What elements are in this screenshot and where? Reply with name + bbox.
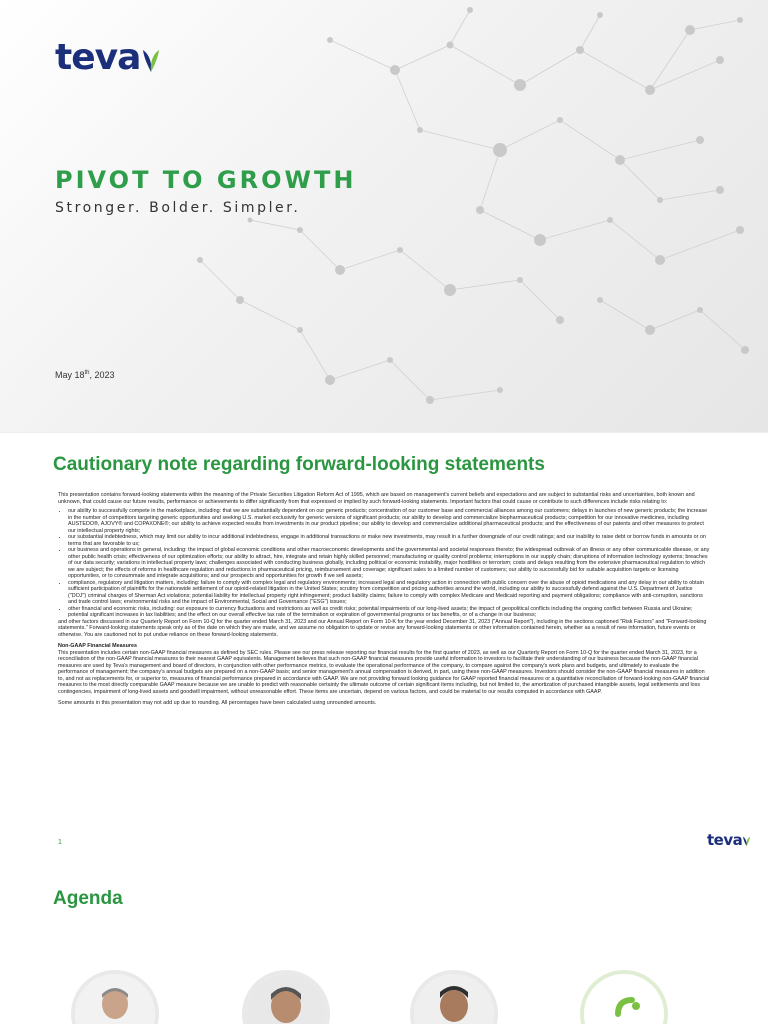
nongaap-text: This presentation includes certain non-GAAP financial measures as defined by SEC rules. Please see our press release reporting our financial results for the first quarter of 2023, as well as our Quarterly Report on Form 10-Q for the quarter ended March 31, 2023, for a reconciliation of the non-GAAP financial measures to their nearest GAAP equivalents. Management believes that such non-GAAP financial measures provide useful information to investors to facilitate their understanding of our business because the non-GAAP financial measures are used by Teva's management and board of directors, in conjunction with other performance metrics, to evaluate the operational performance of the company, to compare against the company's work plans and budgets, and ultimately to evaluate the performance of management; the company's annual budgets are prepared on a non-GAAP basis; and senior management's annual compensation is derived, in part, using these non-GAAP measures. Investors should consider the non-GAAP financial measures in addition to, and not as replacements for, or superior to, measures of financial performance prepared in accordance with GAAP. We are not providing forward looking guidance for GAAP reported financial measures or a quantitative reconciliation of forward-looking non-GAAP financial measures to the most directly comparable GAAP measure because we are unable to predict with reasonable certainty the ultimate outcome of certain significant items including, but not limited to, the amortization of purchased intangible assets, legal settlements and loss contingencies, impairment of long-lived assets and goodwill impairment, without unreasonable effort. These items are uncertain, depend on various factors, and could be material to our results computed in accordance with GAAP. (58, 649, 710, 695)
risk-item: • our ability to successfully compete in the marketplace, including: that we are substantially dependent on our generic products; concentration of our customer base and commercial alliances among our customers; delays in launches of new generic products; the increase in the number of competitors targeting generic opportunities and seeking U.S. market exclusivity for generic versions of significant products; our ability to develop and commercialize biopharmaceutical products; competition for our innovative medicines, including AUSTEDO®, AJOVY® and COPAXONE®; our ability to achieve expected results from investments in our product pipeline; our ability to develop and commercialize additional pharmaceutical products; and the effectiveness of our patents and other measures to protect our intellectual property rights; (68, 508, 710, 534)
cautionary-after-list: and other factors discussed in our Quarterly Report on Form 10-Q for the quarter ended March 31, 2023 and our Annual Report on Form 10-K for the year ended December 31, 2023 ("Annual Report"), including in the sections captioned "Risk Factors" and "Forward-looking statements." Forward-looking statements speak only as of the date on which they are made, and we assume no obligation to update or revise any forward-looking statements or other information contained herein, whether as a result of new information, future events or otherwise. You are cautioned not to put undue reliance on these forward-looking statements. (58, 618, 707, 638)
speaker-photo (242, 970, 330, 1024)
teva-logo-text: teva (55, 37, 141, 78)
teva-symbol-circle (580, 970, 668, 1024)
page-subtitle: Stronger. Bolder. Simpler. (55, 200, 301, 216)
agenda-slide (0, 852, 768, 1024)
risk-item: • our substantial indebtedness, which may limit our ability to incur additional indebtedness, engage in additional transactions or make new investments, may result in a further downgrade of our credit ratings; and our inability to raise debt or borrow funds in amounts or on terms that are favorable to us; (68, 534, 710, 547)
teva-leaf-icon (742, 834, 751, 847)
rounding-note: Some amounts in this presentation may not add up due to rounding. All percentages have been calculated using unrounded amounts. (58, 700, 377, 706)
cover-slide (0, 0, 768, 432)
teva-logo (55, 37, 161, 78)
risk-list (58, 508, 710, 619)
speaker-photo (410, 970, 498, 1024)
person-portrait-icon (75, 974, 155, 1024)
risk-item: • compliance, regulatory and litigation matters, including: failure to comply with complex legal and regulatory environments; increased legal and regulatory action in connection with public concern over the abuse of opioid medications and any delay in our ability to obtain sufficient participation of plaintiffs for the nationwide settlement of our opioid-related litigation in the United States; scrutiny from competition and pricing authorities around the world, including our ability to successfully defend against the U.S. Department of Justice ("DOJ") criminal charges of Sherman Act violations; potential liability for intellectual property right infringement; product liability claims; failure to comply with complex Medicare and Medicaid reporting and payment obligations; compliance with anti-corruption, sanctions and trade control laws; environmental risks and the impact of Environmental, Social and Governance ("ESG") issues; (68, 580, 710, 606)
teva-logo-small (707, 833, 751, 848)
risk-item: • other financial and economic risks, including: our exposure to currency fluctuations and restrictions as well as credit risks; potential impairments of our long-lived assets; the impact of geopolitical conflicts including the ongoing conflict between Russia and Ukraine; potential significant increases in tax liabilities; and the effect on our overall effective tax rate of the termination or expiration of governmental programs or tax benefits, or of a change in our business; (68, 606, 710, 619)
cautionary-intro: This presentation contains forward-looking statements within the meaning of the Private Securities Litigation Reform Act of 1995, which are based on management's current beliefs and expectations and are subject to substantial risks and uncertainties, both known and unknown, that could cause our future results, performance or achievements to differ significantly from that expressed or implied by such forward-looking statements. Important factors that could cause or contribute to such differences include risks relating to: (58, 492, 695, 505)
page-title: PIVOT TO GROWTH (55, 166, 357, 194)
teva-logo-text: teva (707, 831, 743, 849)
nongaap-heading: Non-GAAP Financial Measures (58, 643, 137, 649)
cautionary-slide (0, 432, 768, 853)
teva-leaf-icon (141, 44, 161, 74)
person-portrait-icon (246, 974, 326, 1024)
agenda-heading: Agenda (53, 888, 123, 909)
presentation-date: May 18th, 2023 (55, 370, 115, 380)
speaker-photo (71, 970, 159, 1024)
page-number: 1 (58, 839, 62, 846)
risk-item: • our business and operations in general, including: the impact of global economic conditions and other macroeconomic developments and the governmental and societal responses thereto; the widespread outbreak of an illness or any other communicable disease, or any other public health crisis; effectiveness of our optimization efforts; our ability to attract, hire, integrate and retain highly skilled personnel; manufacturing or quality control problems; interruptions in our supply chain; disruptions of information technology systems; breaches of our data security; variations in intellectual property laws; challenges associated with conducting business globally, including political or economic instability, major hostilities or terrorism; costs and delays resulting from the extensive pharmaceutical regulation to which we are subject; the effects of reforms in healthcare regulation and reductions in pharmaceutical pricing, reimbursement and coverage; significant sales to a limited number of customers; our ability to successfully bid for suitable acquisition targets or licensing opportunities, or to consummate and integrate acquisitions; and our prospects and opportunities for growth if we sell assets; (68, 547, 710, 580)
person-portrait-icon (414, 974, 494, 1024)
cautionary-body (58, 492, 710, 710)
cautionary-heading: Cautionary note regarding forward-looking statements (53, 454, 545, 475)
teva-symbol-icon (584, 974, 664, 1024)
